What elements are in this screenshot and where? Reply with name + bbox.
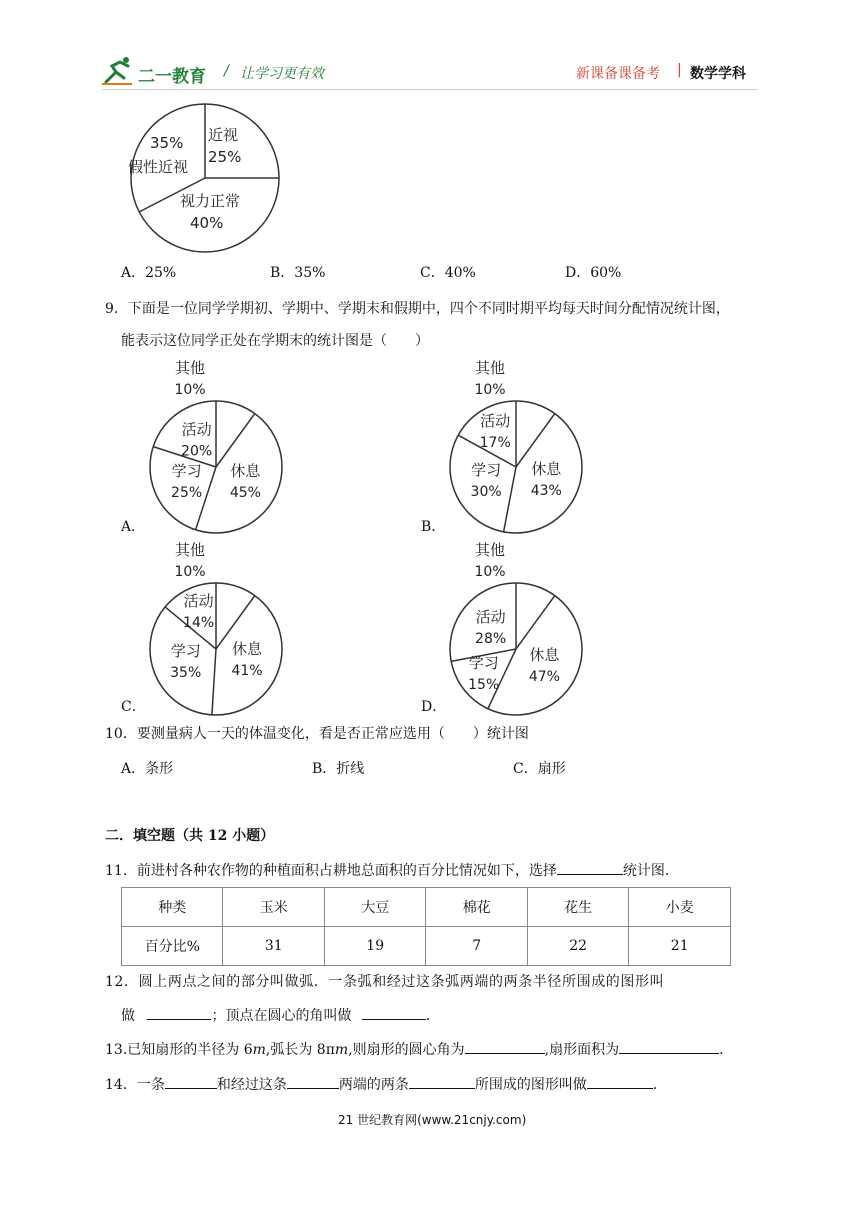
pie-slice-value: 25% (171, 485, 203, 501)
pie-slice-value: 10% (474, 564, 506, 580)
q12-text-c: ． (425, 1008, 440, 1024)
q12-answer-blank-2[interactable] (362, 1005, 426, 1020)
q13-text-d: ,扇形面积为 (544, 1042, 620, 1058)
q12-text-a: 做 (121, 1008, 135, 1024)
q12-text-line1: 12．圆上两点之间的部分叫做弧．一条弧和经过这条弧两端的两条半径所围成的图形叫 (105, 974, 665, 990)
q12-text-line2 (121, 1005, 440, 1026)
table-cell: 22 (527, 927, 628, 966)
q11-answer-blank[interactable] (557, 860, 623, 875)
q14-text (105, 1074, 667, 1095)
q13-text-e: . (719, 1042, 724, 1058)
pie-slice-name: 其他 (174, 541, 206, 559)
q9-option-a[interactable]: A． (121, 519, 146, 535)
pie-slice-value: 20% (181, 443, 213, 460)
q13-text (105, 1039, 724, 1060)
q8-pie-chart (120, 100, 290, 260)
q8-pie-label: 视力正常 (180, 192, 241, 210)
q8-option-a[interactable]: A．25% (121, 265, 177, 281)
runner-logo-icon (102, 56, 136, 86)
table-cell: 31 (223, 927, 324, 966)
pie-slice-name: 学习 (170, 642, 201, 661)
q14-answer-blank-1[interactable] (165, 1074, 217, 1089)
header-divider (102, 89, 758, 90)
q8-pie-label: 25% (208, 148, 242, 166)
header-subject: 数学学科 (690, 66, 746, 82)
pie-slice-value: 10% (474, 382, 506, 398)
q9-text-line2: 能表示这位同学正处在学期末的统计图是（ ） (121, 333, 429, 349)
q12-answer-blank-1[interactable] (147, 1005, 211, 1020)
q14-text-e: ． (652, 1077, 667, 1093)
pie-slice-name: 休息 (230, 462, 261, 480)
q11-text-b: 统计图． (622, 863, 679, 879)
header-course-label: 新课备课备考 (576, 66, 660, 82)
pie-slice-name: 休息 (529, 645, 560, 664)
q9-pie-d (440, 537, 600, 717)
pie-slice-value: 47% (528, 668, 560, 685)
pie-slice-name: 休息 (231, 640, 263, 659)
q9-option-c[interactable]: C． (121, 699, 146, 715)
table-row (122, 927, 731, 966)
q13-text-c: ,则扇形的圆心角为 (348, 1042, 465, 1058)
q14-text-d: 所围成的图形叫做 (474, 1077, 587, 1093)
q9-text-line1: 9．下面是一位同学学期初、学期中、学期末和假期中，四个不同时期平均每天时间分配情况统计图， (105, 301, 730, 317)
pie-slice-value: 10% (174, 382, 206, 398)
pie-slice-value: 15% (468, 677, 500, 694)
q13-answer-blank-1[interactable] (465, 1039, 545, 1054)
q13-unit-m: m (252, 1042, 266, 1058)
q9-pie-b (440, 355, 600, 535)
pie-slice-name: 其他 (474, 541, 506, 559)
table-cell: 7 (426, 927, 527, 966)
q8-option-b[interactable]: B．35% (270, 265, 326, 281)
pie-slice-name: 活动 (181, 420, 212, 439)
pie-slice-name: 活动 (183, 592, 214, 610)
q14-answer-blank-3[interactable] (409, 1074, 475, 1089)
q14-text-c: 两端的两条 (338, 1077, 409, 1093)
q13-answer-blank-2[interactable] (619, 1039, 719, 1054)
table-row (122, 888, 731, 927)
q9-option-b[interactable]: B． (421, 519, 446, 535)
q11-text (105, 860, 679, 881)
table-header-cell: 小麦 (629, 888, 731, 927)
table-cell: 百分比% (122, 927, 223, 966)
logo-text: 二一教育 (138, 67, 206, 87)
q12-text-b: ；顶点在圆心的角叫做 (211, 1008, 352, 1024)
q13-text-a: 13.已知扇形的半径为 6 (105, 1042, 253, 1058)
pie-slice-value: 30% (470, 484, 502, 501)
q14-answer-blank-2[interactable] (287, 1074, 339, 1089)
pie-slice-value: 41% (231, 663, 263, 680)
table-cell: 19 (324, 927, 425, 966)
pie-slice-value: 10% (174, 564, 206, 580)
q8-pie-label: 近视 (208, 126, 239, 144)
pie-slice-name: 活动 (480, 411, 511, 430)
q9-option-d[interactable]: D． (421, 699, 447, 715)
pie-slice-name: 休息 (531, 460, 562, 479)
table-header-cell: 棉花 (426, 888, 527, 927)
q14-text-b: 和经过这条 (216, 1077, 287, 1093)
q9-pie-a (140, 355, 300, 535)
table-header-cell: 大豆 (324, 888, 425, 927)
pie-slice-name: 活动 (475, 608, 506, 626)
q11-text-a: 11．前进村各种农作物的种植面积占耕地总面积的百分比情况如下，选择 (105, 863, 557, 879)
pie-slice-name: 学习 (171, 462, 202, 480)
q8-pie-label: 假性近视 (128, 158, 189, 176)
table-cell: 21 (629, 927, 731, 966)
q8-pie-label: 40% (190, 214, 224, 232)
section-title: 二．填空题（共 12 小题） (105, 828, 275, 844)
header-logo (102, 56, 212, 88)
pie-slice-name: 其他 (474, 359, 506, 377)
pie-slice-value: 45% (229, 485, 261, 501)
pie-slice-value: 28% (475, 631, 507, 647)
slogan-separator: / (224, 63, 229, 79)
q10-text: 10．要测量病人一天的体温变化，看是否正常应选用（ ）统计图 (105, 726, 529, 742)
q10-option-b[interactable]: B．折线 (312, 761, 365, 777)
pie-slice-value: 17% (479, 434, 511, 451)
q13-unit-m: m (334, 1042, 349, 1058)
q14-text-a: 14．一条 (105, 1077, 165, 1093)
q9-pie-c (140, 537, 300, 717)
q13-text-b: ,弧长为 8π (265, 1042, 335, 1058)
slogan: 让学习更有效 (240, 66, 324, 82)
q10-option-a[interactable]: A．条形 (121, 761, 174, 777)
table-header-cell: 玉米 (223, 888, 324, 927)
pie-slice-name: 学习 (471, 461, 502, 480)
q10-option-c[interactable]: C．扇形 (513, 761, 566, 777)
pie-slice-value: 35% (170, 665, 202, 682)
q14-answer-blank-4[interactable] (587, 1074, 653, 1089)
header-separator: | (677, 62, 682, 78)
table-header-cell: 种类 (122, 888, 223, 927)
footer-text: 21 世纪教育网(www.21cnjy.com) (338, 1113, 527, 1127)
q8-pie-label: 35% (150, 134, 184, 152)
q11-table (121, 887, 731, 966)
pie-slice-name: 其他 (174, 359, 206, 377)
pie-slice-value: 43% (530, 483, 562, 500)
table-header-cell: 花生 (527, 888, 628, 927)
pie-slice-value: 14% (183, 615, 215, 631)
q8-option-c[interactable]: C．40% (420, 265, 476, 281)
q8-option-d[interactable]: D．60% (565, 265, 622, 281)
pie-slice-name: 学习 (468, 654, 499, 673)
